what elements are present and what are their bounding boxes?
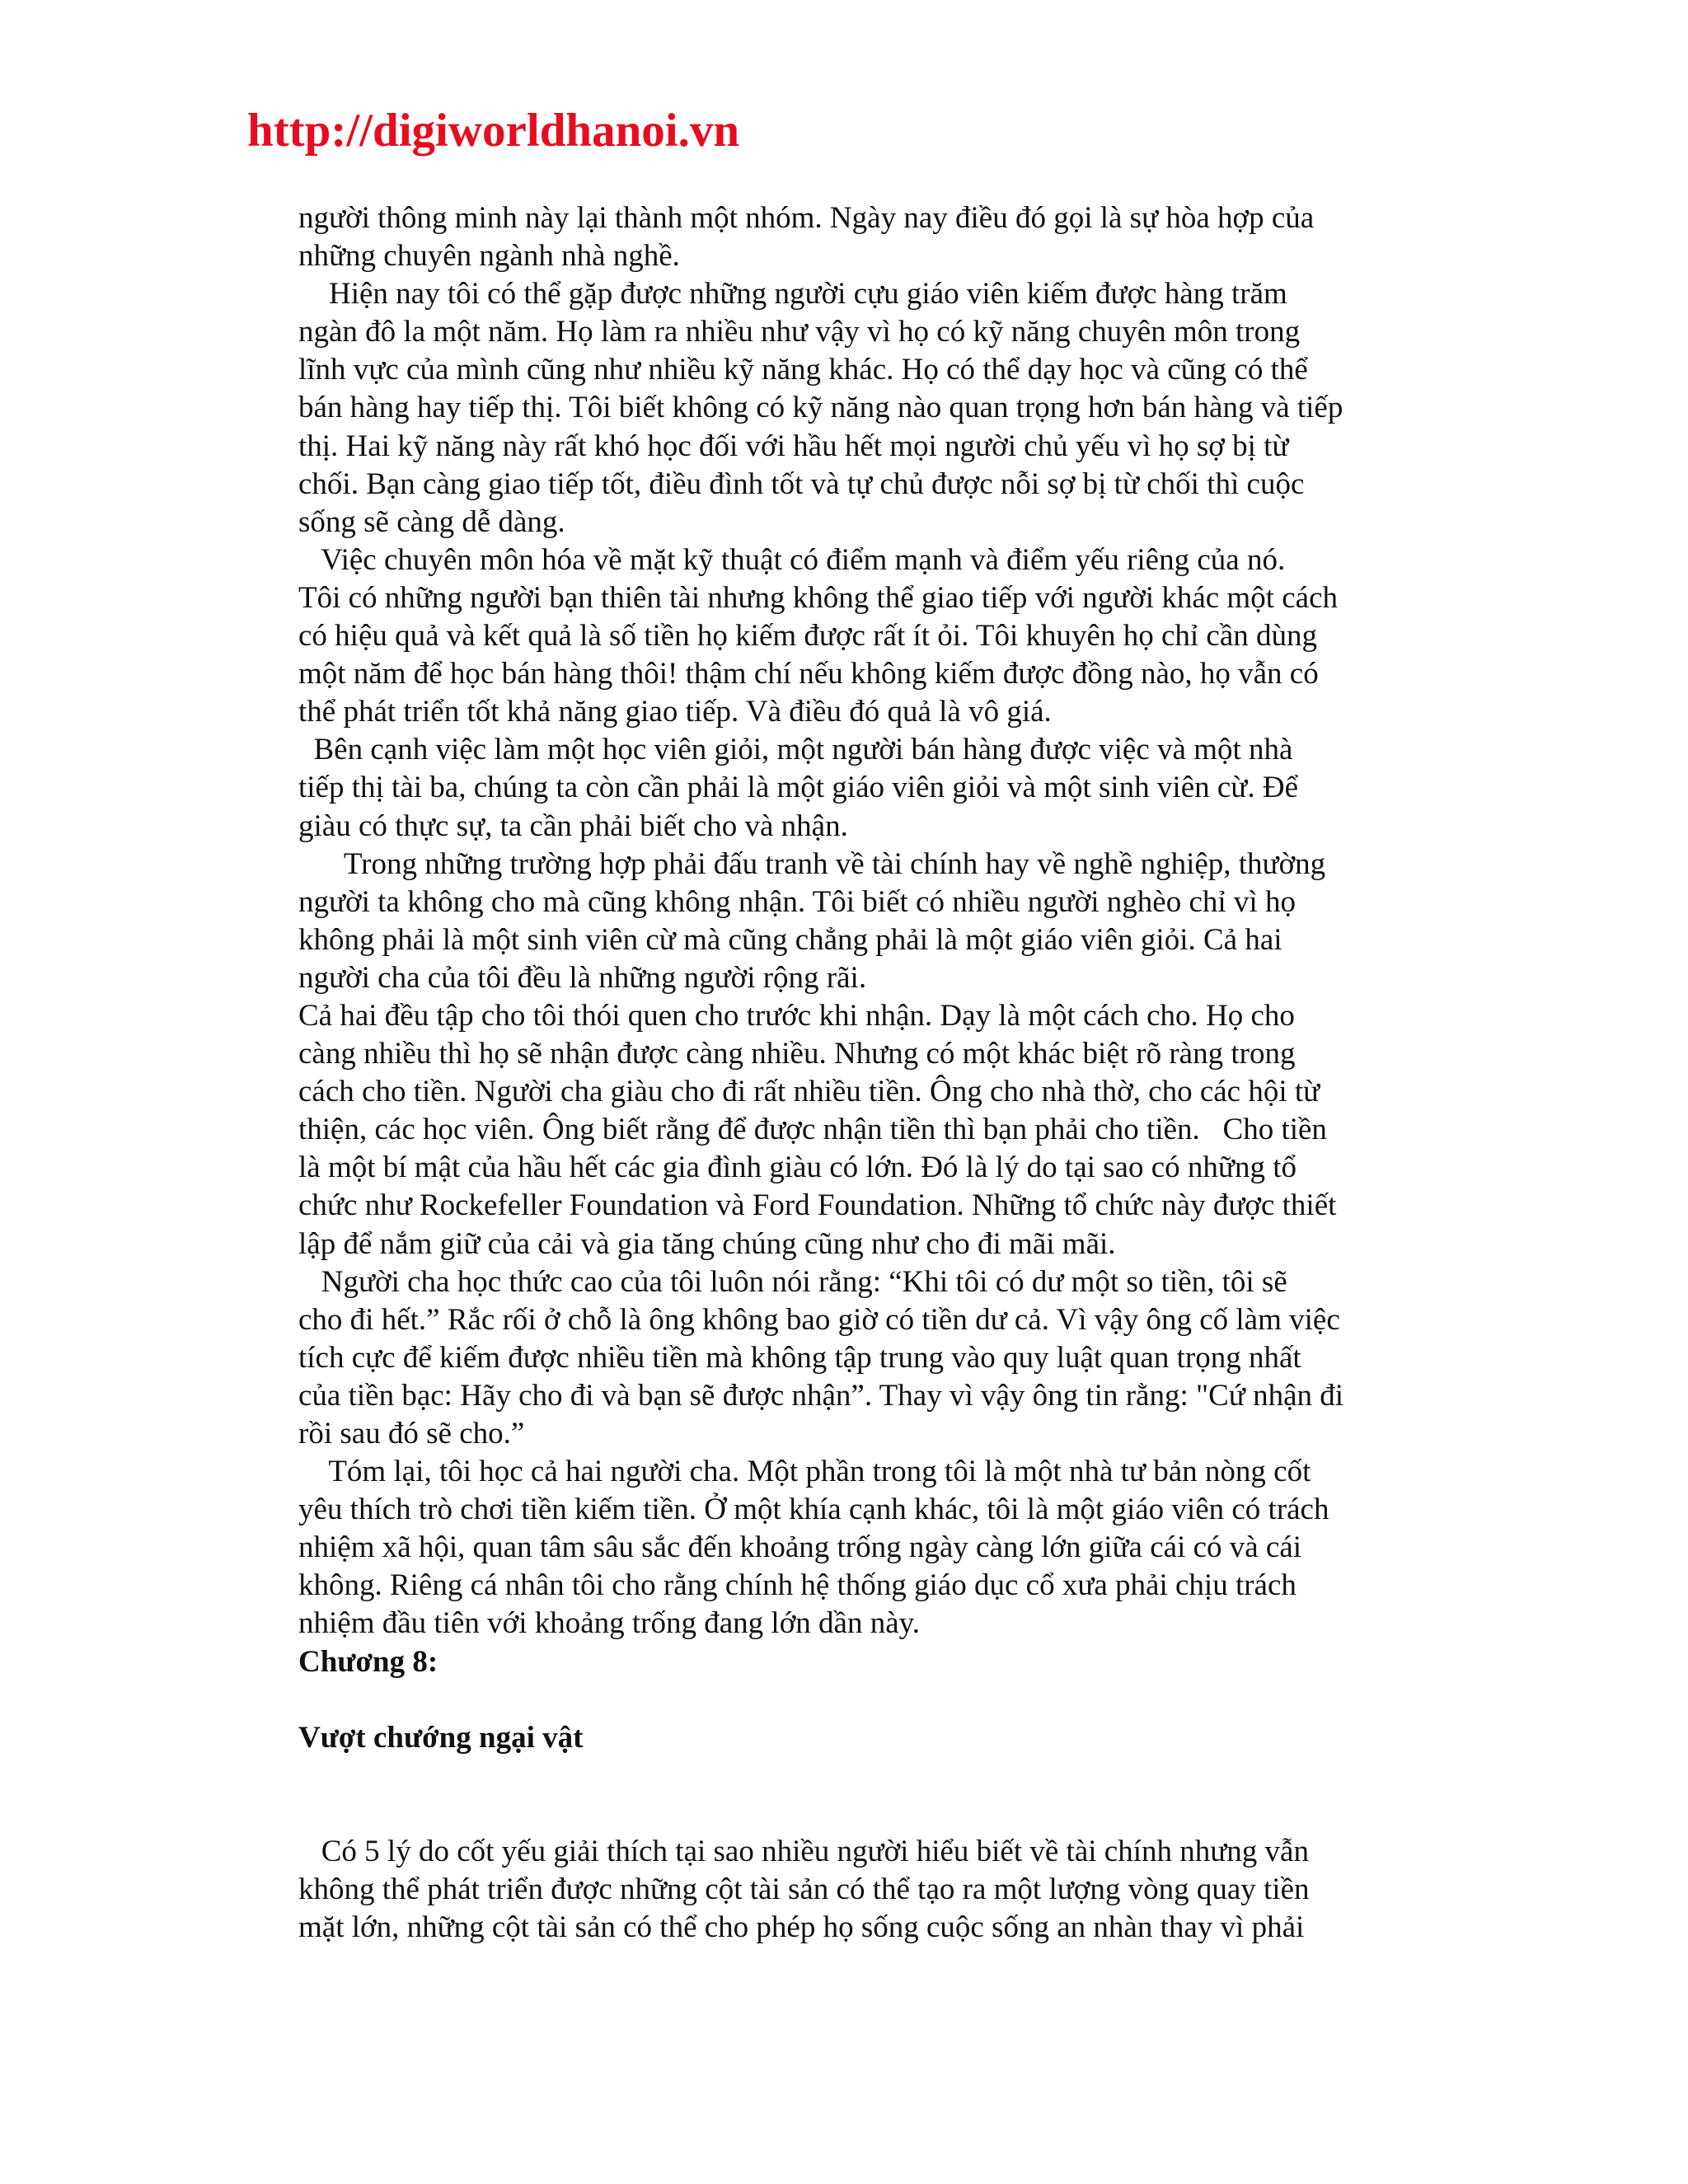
- text-line: bán hàng hay tiếp thị. Tôi biết không có kỹ năng nào quan trọng hơn bán hàng và tiếp: [298, 391, 1343, 425]
- text-line: Có 5 lý do cốt yếu giải thích tại sao nhiều người hiểu biết về tài chính nhưng vẫn: [298, 1835, 1309, 1869]
- text-line: càng nhiều thì họ sẽ nhận được càng nhiều. Nhưng có một khác biệt rõ ràng trong: [298, 1037, 1296, 1071]
- text-line: Tóm lại, tôi học cả hai người cha. Một phần trong tôi là một nhà tư bản nòng cốt: [298, 1455, 1311, 1489]
- text-line: Việc chuyên môn hóa về mặt kỹ thuật có điểm mạnh và điểm yếu riêng của nó.: [298, 542, 1286, 577]
- text-line: một năm để học bán hàng thôi! thậm chí nếu không kiếm được đồng nào, họ vẫn có: [298, 657, 1319, 691]
- text-line: người thông minh này lại thành một nhóm. Ngày nay điều đó gọi là sự hòa hợp của: [298, 201, 1315, 235]
- text-line: có hiệu quả và kết quả là số tiền họ kiếm được rất ít ỏi. Tôi khuyên họ chỉ cần dùng: [298, 619, 1317, 654]
- text-line: lập để nắm giữ của cải và gia tăng chúng cũng như cho đi mãi mãi.: [298, 1226, 1116, 1261]
- text-line: tích cực để kiếm được nhiều tiền mà không tập trung vào quy luật quan trọng nhất: [298, 1340, 1301, 1375]
- text-line: Tôi có những người bạn thiên tài nhưng không thể giao tiếp với người khác một cách: [298, 580, 1338, 615]
- spacer: [298, 1757, 1469, 1833]
- text-line: mặt lớn, những cột tài sản có thể cho phép họ sống cuộc sống an nhàn thay vì phải: [298, 1910, 1305, 1945]
- text-line: ngàn đô la một năm. Họ làm ra nhiều như vậy vì họ có kỹ năng chuyên môn trong: [298, 315, 1301, 349]
- text-line: thể phát triển tốt khả năng giao tiếp. Và điều đó quả là vô giá.: [298, 695, 1052, 729]
- text-line: không. Riêng cá nhân tôi cho rằng chính hệ thống giáo dục cổ xưa phải chịu trách: [298, 1568, 1296, 1603]
- chapter-title: Vượt chướng ngại vật: [298, 1720, 584, 1755]
- text-line: tiếp thị tài ba, chúng ta còn cần phải là một giáo viên giỏi và một sinh viên cừ. Để: [298, 771, 1298, 805]
- text-line: chức như Rockefeller Foundation và Ford Foundation. Những tổ chức này được thiết: [298, 1188, 1337, 1223]
- text-line: nhiệm xã hội, quan tâm sâu sắc đến khoảng trống ngày càng lớn giữa cái có và cái: [298, 1530, 1302, 1565]
- text-line: cách cho tiền. Người cha giàu cho đi rất nhiều tiền. Ông cho nhà thờ, cho các hội từ: [298, 1075, 1320, 1109]
- text-line: không thể phát triển được những cột tài sản có thể tạo ra một lượng vòng quay tiền: [298, 1872, 1310, 1907]
- text-line: chối. Bạn càng giao tiếp tốt, điều đình tốt và tự chủ được nỗi sợ bị từ chối thì cuộc: [298, 466, 1305, 501]
- text-line: cho đi hết.” Rắc rối ở chỗ là ông không bao giờ có tiền dư cả. Vì vậy ông cố làm việc: [298, 1302, 1340, 1337]
- text-line: rồi sau đó sẽ cho.”: [298, 1417, 525, 1451]
- text-line: yêu thích trò chơi tiền kiếm tiền. Ở một khía cạnh khác, tôi là một giáo viên có trách: [298, 1493, 1329, 1527]
- text-line: Hiện nay tôi có thể gặp được những người cựu giáo viên kiếm được hàng trăm: [298, 277, 1287, 312]
- text-line: Người cha học thức cao của tôi luôn nói rằng: “Khi tôi có dư một so tiền, tôi sẽ: [298, 1264, 1287, 1299]
- header-url: http://digiworldhanoi.vn: [247, 105, 740, 157]
- text-line: nhiệm đầu tiên với khoảng trống đang lớn dần này.: [298, 1606, 920, 1641]
- text-line: Cả hai đều tập cho tôi thói quen cho trước khi nhận. Dạy là một cách cho. Họ cho: [298, 998, 1295, 1033]
- text-line: thị. Hai kỹ năng này rất khó học đối với hầu hết mọi người chủ yếu vì họ sợ bị từ: [298, 429, 1289, 463]
- text-line: của tiền bạc: Hãy cho đi và bạn sẽ được nhận”. Thay vì vậy ông tin rằng: "Cứ nhận đi: [298, 1378, 1344, 1413]
- text-line: không phải là một sinh viên cừ mà cũng chẳng phải là một giáo viên giỏi. Cả hai: [298, 922, 1282, 957]
- chapter-label: Chương 8:: [298, 1644, 438, 1679]
- body-text: [298, 199, 1469, 1947]
- text-line: lĩnh vực của mình cũng như nhiều kỹ năng khác. Họ có thể dạy học và cũng có thể: [298, 353, 1308, 387]
- text-line: giàu có thực sự, ta cần phải biết cho và nhận.: [298, 808, 848, 843]
- text-line: người ta không cho mà cũng không nhận. Tôi biết có nhiều người nghèo chỉ vì họ: [298, 884, 1296, 919]
- text-line: người cha của tôi đều là những người rộng rãi.: [298, 960, 867, 995]
- text-line: Trong những trường hợp phải đấu tranh về tài chính hay về nghề nghiệp, thường: [298, 846, 1326, 881]
- paragraph-block-a: [298, 199, 1469, 1643]
- text-line: thiện, các học viên. Ông biết rằng để được nhận tiền thì bạn phải cho tiền. Cho tiền: [298, 1113, 1327, 1147]
- paragraph-block-b: [298, 1833, 1469, 1947]
- text-line: là một bí mật của hầu hết các gia đình giàu có lớn. Đó là lý do tại sao có những tổ: [298, 1151, 1296, 1185]
- text-line: sống sẽ càng dễ dàng.: [298, 504, 565, 539]
- text-line: những chuyên ngành nhà nghề.: [298, 239, 680, 274]
- spacer: [298, 1681, 1469, 1719]
- text-line: Bên cạnh việc làm một học viên giỏi, một người bán hàng được việc và một nhà: [298, 733, 1293, 767]
